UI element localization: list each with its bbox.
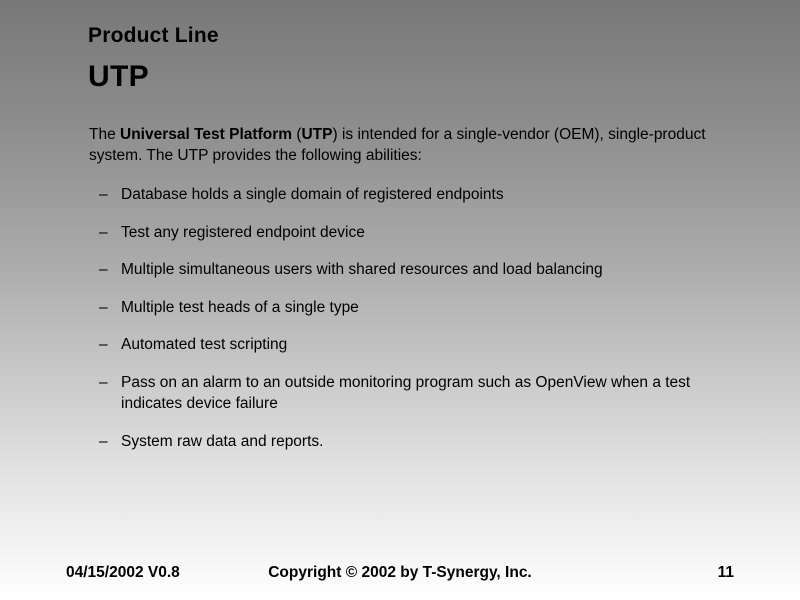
slide-kicker: Product Line bbox=[88, 24, 219, 47]
intro-part-2: ( bbox=[292, 126, 302, 143]
footer-date-version: 04/15/2002 V0.8 bbox=[66, 564, 180, 581]
list-item-label: Multiple test heads of a single type bbox=[121, 298, 359, 316]
footer-copyright: Copyright © 2002 by T-Synergy, Inc. bbox=[268, 564, 532, 581]
bullet-dash-icon: – bbox=[99, 298, 108, 316]
intro-part-1: The bbox=[89, 126, 121, 143]
list-item-label: Test any registered endpoint device bbox=[121, 223, 365, 241]
bullet-dash-icon: – bbox=[99, 261, 108, 278]
list-item bbox=[97, 431, 737, 453]
list-item bbox=[97, 222, 737, 244]
list-item-label: Pass on an alarm to an outside monitoring program such as OpenView when a test indicates device failure bbox=[121, 373, 691, 412]
slide-title: UTP bbox=[88, 60, 149, 93]
bullet-list bbox=[97, 184, 737, 468]
slide-footer bbox=[0, 564, 800, 588]
intro-bold-2: UTP bbox=[301, 126, 333, 143]
list-item-label: Automated test scripting bbox=[121, 336, 288, 353]
bullet-dash-icon: – bbox=[99, 432, 108, 450]
list-item bbox=[97, 259, 737, 281]
intro-bold-1: Universal Test Platform bbox=[120, 126, 293, 143]
list-item-label: System raw data and reports. bbox=[121, 432, 324, 450]
list-item bbox=[97, 297, 737, 319]
intro-paragraph bbox=[89, 124, 737, 166]
bullet-dash-icon: – bbox=[99, 223, 108, 241]
list-item bbox=[97, 184, 737, 206]
footer-page-number: 11 bbox=[717, 564, 734, 581]
bullet-dash-icon: – bbox=[99, 336, 108, 353]
list-item bbox=[97, 334, 737, 356]
list-item-label: Multiple simultaneous users with shared resources and load balancing bbox=[121, 261, 603, 278]
list-item bbox=[97, 372, 737, 415]
intro-part-3: ) is intended for a single-vendor (OEM), single-product system. The UTP provides the following abilities: bbox=[89, 126, 706, 164]
list-item-label: Database holds a single domain of registered endpoints bbox=[121, 186, 504, 203]
bullet-dash-icon: – bbox=[99, 373, 108, 391]
bullet-dash-icon: – bbox=[99, 186, 108, 203]
